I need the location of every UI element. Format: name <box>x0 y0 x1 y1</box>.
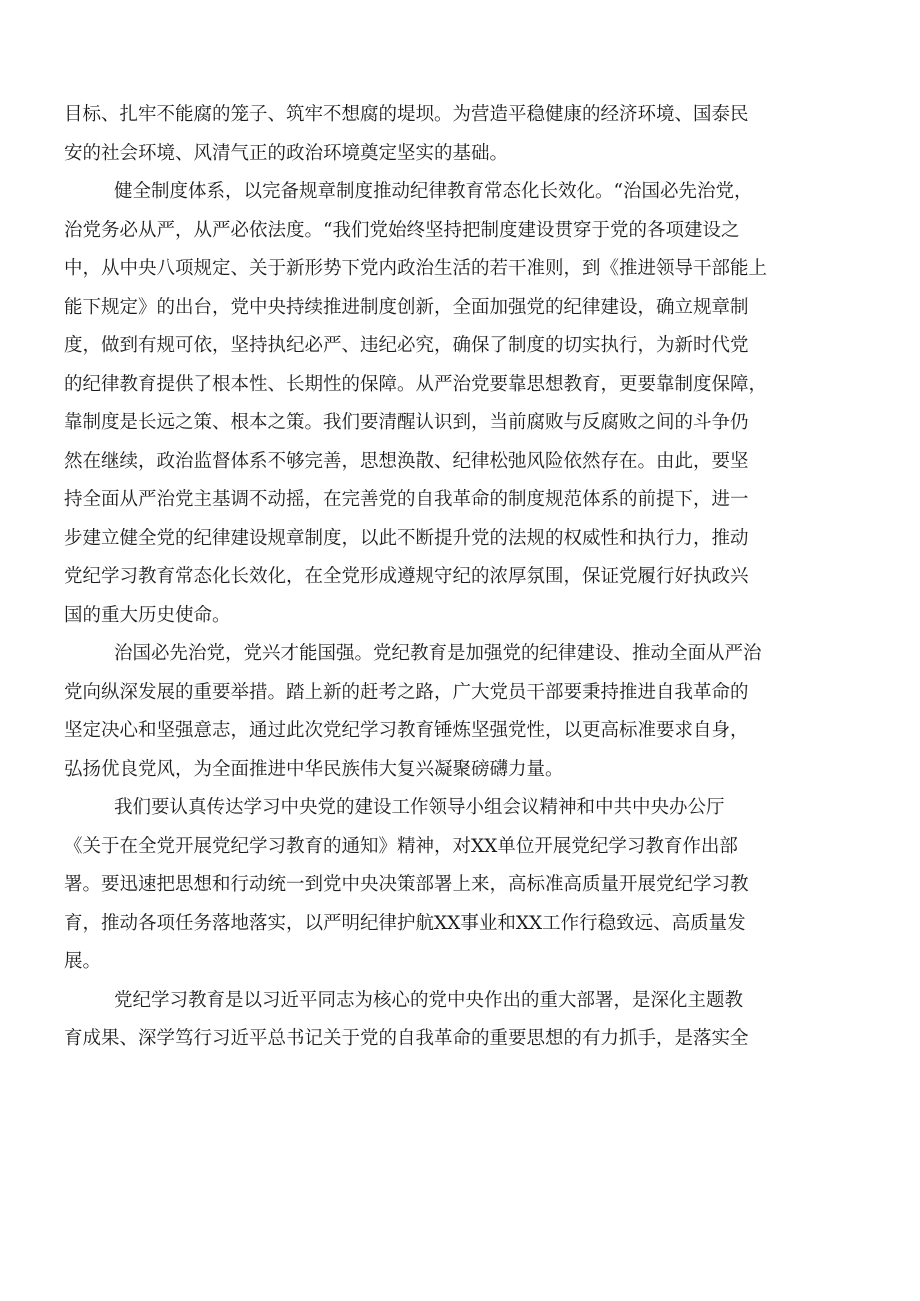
text-line: 持全面从严治党主基调不动摇，在完善党的自我革命的制度规范体系的前提下，进一 <box>64 489 749 510</box>
text-line: 坚定决心和坚强意志，通过此次党纪学习教育锤炼坚强党性，以更高标准要求自身， <box>64 720 749 741</box>
text-line: 步建立健全党的纪律建设规章制度，以此不断提升党的法规的权威性和执行力，推动 <box>64 527 749 549</box>
text-line: 党向纵深发展的重要举措。踏上新的赶考之路，广大党员干部要秉持推进自我革命的 <box>64 681 749 703</box>
text-line: 署。要迅速把思想和行动统一到党中央决策部署上来，高标准高质量开展党纪学习教 <box>64 874 749 895</box>
text-line: 靠制度是长远之策、根本之策。我们要清醒认识到，当前腐败与反腐败之间的斗争仍 <box>64 412 749 433</box>
text-line: 度，做到有规可依，坚持执纪必严、违纪必究，确保了制度的切实执行，为新时代党 <box>64 335 749 356</box>
paragraph-3 <box>64 635 876 789</box>
text-line: 能下规定》的出台，党中央持续推进制度创新，全面加强党的纪律建设，确立规章制 <box>64 296 749 318</box>
paragraph-1 <box>64 96 876 173</box>
text-line: 健全制度体系，以完备规章制度推动纪律教育常态化长效化。“治国必先治党， <box>114 181 753 202</box>
document-body <box>64 96 876 1059</box>
paragraph-5 <box>64 982 876 1059</box>
text-line: 党纪学习教育常态化长效化，在全党形成遵规守纪的浓厚氛围，保证党履行好执政兴 <box>64 566 749 587</box>
text-line: 育成果、深学笃行习近平总书记关于党的自我革命的重要思想的有力抓手，是落实全 <box>64 1028 749 1049</box>
text-line: 的纪律教育提供了根本性、长期性的保障。从严治党要靠思想教育，更要靠制度保障， <box>64 373 768 395</box>
text-line: 治国必先治党，党兴才能国强。党纪教育是加强党的纪律建设、推动全面从严治 <box>114 643 762 664</box>
text-line: 安的社会环境、风清气正的政治环境奠定坚实的基础。 <box>64 142 509 164</box>
text-line: 展。 <box>64 951 102 972</box>
text-line: 然在继续，政治监督体系不够完善，思想涣散、纪律松弛风险依然存在。由此，要坚 <box>64 450 749 472</box>
text-line: 我们要认真传达学习中央党的建设工作领导小组会议精神和中共中央办公厅 <box>114 797 725 818</box>
text-line: 《关于在全党开展党纪学习教育的通知》精神，对XX单位开展党纪学习教育作出部 <box>64 835 738 857</box>
paragraph-2 <box>64 173 876 635</box>
paragraph-4 <box>64 789 876 982</box>
text-line: 中，从中央八项规定、关于新形势下党内政治生活的若干准则，到《推进领导干部能上 <box>64 258 768 279</box>
text-line: 弘扬优良党风，为全面推进中华民族伟大复兴凝聚磅礴力量。 <box>64 758 564 780</box>
text-line: 党纪学习教育是以习近平同志为核心的党中央作出的重大部署，是深化主题教 <box>114 989 744 1011</box>
text-line: 目标、扎牢不能腐的笼子、筑牢不想腐的堤坝。为营造平稳健康的经济环境、国泰民 <box>64 104 749 125</box>
text-line: 育，推动各项任务落地落实，以严明纪律护航XX事业和XX工作行稳致远、高质量发 <box>64 912 746 934</box>
text-line: 治党务必从严，从严必依法度。“我们党始终坚持把制度建设贯穿于党的各项建设之 <box>64 219 740 241</box>
text-line: 国的重大历史使命。 <box>64 604 231 626</box>
